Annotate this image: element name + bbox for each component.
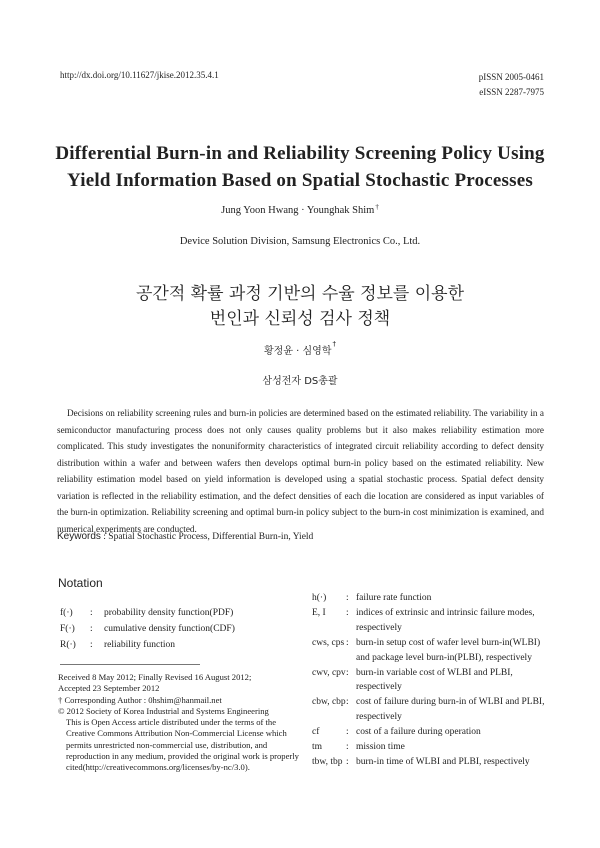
notation-desc: failure rate function (356, 593, 432, 603)
notation-item (60, 621, 235, 637)
authors-korean (0, 342, 600, 357)
colon: : (346, 742, 349, 753)
notation-symbol: cwv, cpv (312, 667, 346, 678)
notation-desc: burn-in variable cost of WLBI and PLBI, respectively (356, 667, 513, 693)
notation-desc: mission time (356, 742, 405, 753)
colon: : (346, 637, 349, 648)
notation-symbol: tbw, tbp (312, 756, 343, 767)
notation-item (312, 666, 552, 696)
notation-item (60, 605, 235, 621)
colon: : (90, 624, 93, 634)
notation-item (312, 755, 552, 770)
notation-item (312, 725, 552, 740)
notation-item (312, 636, 552, 666)
notation-right-list (312, 591, 552, 770)
authors-ko-names: 황정윤 · 심영학 (264, 346, 332, 357)
colon: : (346, 697, 349, 708)
copyright: © 2012 Society of Korea Industrial and Systems Engineering (58, 705, 269, 716)
keywords-text: Spatial Stochastic Process, Differential Burn-in, Yield (108, 532, 314, 542)
dagger-mark: † (58, 694, 63, 705)
colon: : (90, 640, 93, 650)
abstract: Decisions on reliability screening rules and burn-in policies are determined based on the estimated reliability. The variability in a semiconductor manufacturing process does not only causes quality problems but it also makes reliability estimation more complicated. This study investigates the nonuniformity characteristics of integrated circuit reliability according to defect density distribution within a wafer and between wafers then develops optimal burn-in policy based on the estimated reliability. New reliability estimation model based on yield information is developed using a spatial stochastic process. Spatial defect density variation is reflected in the reliability estimation, and the defect densities of each die location are considered as input variables of the burn-in optimization. Reliability screening and optimal burn-in policy subject to the burn-in cost minimization is examined, and numerical experiments are conducted. (57, 408, 544, 534)
notation-symbol: f(·) (60, 608, 73, 618)
notation-symbol: h(·) (312, 593, 327, 603)
eissn: eISSN 2287-7975 (479, 87, 544, 97)
footnotes (58, 672, 304, 774)
title-line-2: Yield Information Based on Spatial Stochastic Processes (67, 170, 533, 191)
received-dates: Received 8 May 2012; Finally Revised 16 August 2012; (58, 672, 252, 682)
notation-desc: cumulative density function(CDF) (104, 624, 235, 634)
notation-symbol: E, I (312, 607, 326, 618)
notation-item (312, 695, 552, 725)
title-ko-line-2: 번인과 신뢰성 검사 정책 (209, 309, 391, 329)
license-text: This is Open Access article distributed under the terms of the Creative Commons Attribution Non-Commercial License which permits unrestricted non-commercial use, distribution, and reproduction in any medium, provided the original work is properly cited(http://creativecommons.org/licenses/by-nc/3.0). (66, 717, 299, 773)
authors-names: Jung Yoon Hwang · Younghak Shim (221, 205, 375, 216)
title-line-1: Differential Burn-in and Reliability Screening Policy Using (55, 143, 545, 164)
notation-symbol: tm (312, 742, 323, 753)
notation-item (312, 591, 552, 606)
colon: : (346, 667, 349, 678)
keywords-label: Keywords (57, 531, 101, 542)
colon: : (346, 607, 349, 618)
notation-desc: probability density function(PDF) (104, 608, 234, 618)
notation-desc: cost of a failure during operation (356, 727, 481, 738)
colon: : (346, 756, 349, 767)
colon: : (90, 608, 93, 618)
paper-title-english (40, 140, 560, 194)
notation-desc: cost of failure during burn-in of WLBI and PLBI, respectively (356, 697, 545, 723)
accepted-date: Accepted 23 September 2012 (58, 683, 160, 694)
issn-block (479, 70, 544, 100)
notation-left-list (60, 605, 235, 653)
notation-item (60, 637, 235, 653)
notation-item (312, 740, 552, 755)
paper-title-korean (40, 282, 560, 332)
notation-heading: Notation (58, 576, 103, 590)
corresponding-author (58, 695, 304, 706)
colon: : (346, 593, 349, 603)
notation-symbol: R(·) (60, 640, 76, 650)
corresponding-mark-ko: † (332, 340, 336, 348)
notation-desc: reliability function (104, 640, 175, 650)
doi-link[interactable]: http://dx.doi.org/10.11627/jkise.2012.35.4.1 (60, 70, 219, 80)
pissn: pISSN 2005-0461 (478, 72, 544, 82)
footnote-divider (60, 664, 200, 665)
notation-desc: burn-in time of WLBI and PLBI, respectively (356, 756, 530, 767)
notation-symbol: cf (312, 727, 320, 738)
title-ko-line-1: 공간적 확률 과정 기반의 수율 정보를 이용한 (135, 284, 465, 304)
colon: : (346, 727, 349, 738)
notation-desc: burn-in setup cost of wafer level burn-in(WLBI) and package level burn-in(PLBI), respectively (356, 637, 541, 663)
affiliation-english: Device Solution Division, Samsung Electronics Co., Ltd. (179, 236, 421, 247)
affiliation-korean: 삼성전자 DS총괄 (262, 376, 338, 387)
corresponding-mark: † (375, 203, 379, 211)
notation-desc: indices of extrinsic and intrinsic failure modes, respectively (356, 607, 535, 633)
notation-symbol: cbw, cbp (312, 697, 346, 708)
notation-symbol: cws, cps (312, 637, 345, 648)
notation-item (312, 606, 552, 636)
corresponding-email[interactable]: Corresponding Author : 0hshim@hanmail.net (64, 694, 222, 705)
authors-english (0, 205, 600, 216)
notation-symbol: F(·) (60, 624, 75, 634)
keywords: Keywords : Spatial Stochastic Process, Differential Burn-in, Yield (57, 531, 314, 542)
